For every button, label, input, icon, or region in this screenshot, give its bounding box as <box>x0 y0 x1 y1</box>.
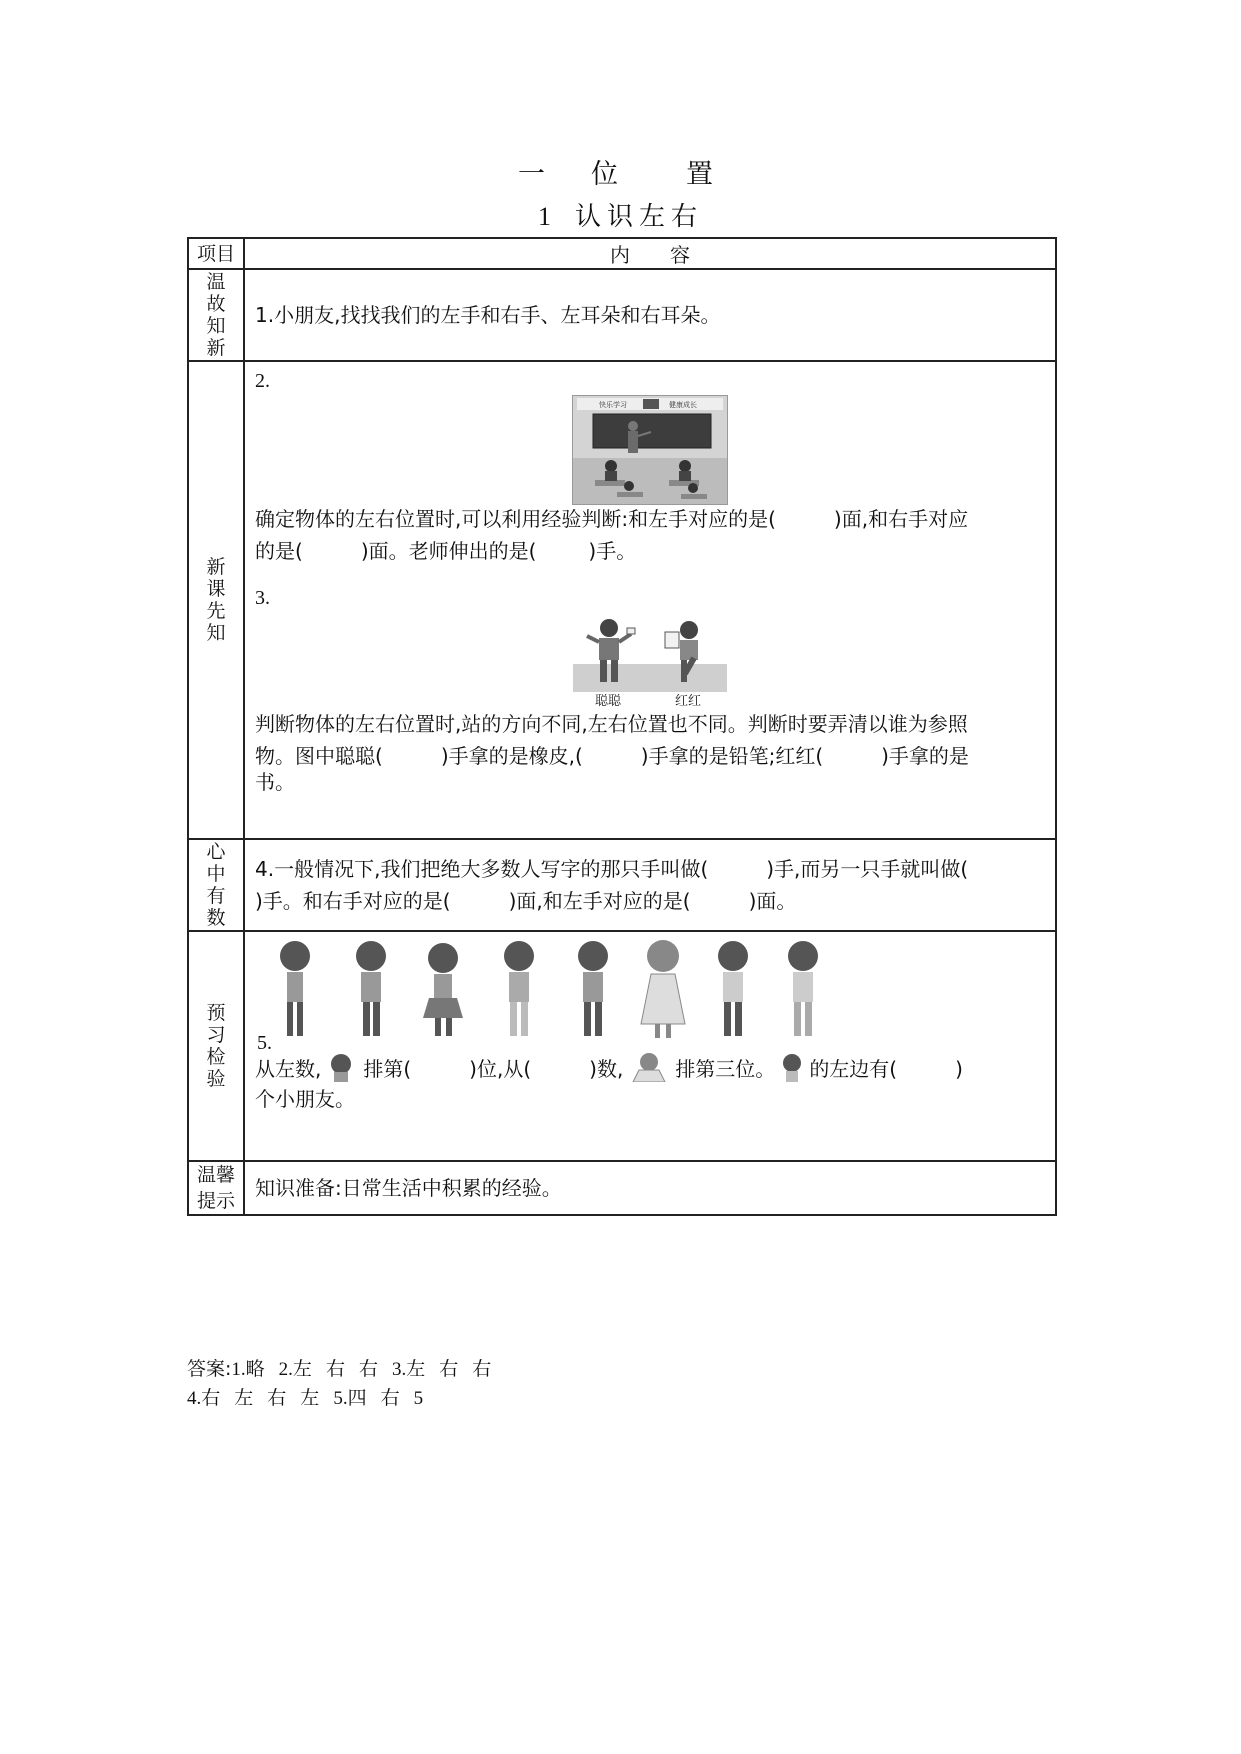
question-1: 1.小朋友,找找我们的左手和右手、左耳朵和右耳朵。 <box>255 303 721 327</box>
question-2-text: 确定物体的左右位置时,可以利用经验判断:和左手对应的是( )面,和右手对应 的是( )面。老师伸出的是( )手。 <box>255 507 969 563</box>
kid-4 <box>504 941 534 1036</box>
row-content-mind <box>244 839 1056 931</box>
row-label-check: 预习检验 <box>188 931 244 1161</box>
lesson-title <box>0 196 1241 233</box>
row-content-review <box>244 269 1056 361</box>
kid-name-honghong: 红红 <box>675 694 702 708</box>
question-2-number: 2. <box>255 370 270 392</box>
kid-6 <box>641 940 685 1038</box>
row-label-tip: 温馨提示 <box>188 1161 244 1215</box>
chapter-title <box>0 152 1241 191</box>
question-3-number: 3. <box>255 587 270 609</box>
answer-key: 答案:1.略 2.左 右 右 3.左 右 右 4.右 左 右 左 5.四 右 5 <box>187 1358 492 1409</box>
kid-5 <box>578 941 608 1036</box>
table-row-mind <box>188 839 1056 931</box>
row-content-check <box>244 931 1056 1161</box>
table-row-tip <box>188 1161 1056 1215</box>
kids-lineup <box>245 932 1055 1052</box>
row-content-tip <box>244 1161 1056 1215</box>
kid-7 <box>718 941 748 1036</box>
row-label-preview: 新课先知 <box>188 361 244 839</box>
kids-lineup-illustration <box>263 934 823 1052</box>
lesson-table <box>187 237 1057 1216</box>
lesson-name: 认识左右 <box>574 202 703 232</box>
girl-small-icon <box>623 1052 675 1082</box>
classroom-illustration <box>572 395 728 505</box>
table-row-review <box>188 269 1056 361</box>
lesson-number: 1 <box>537 202 557 231</box>
chapter-char: 一 <box>518 159 555 190</box>
question-4: 4.一般情况下,我们把绝大多数人写字的那只手叫做( )手,而另一只手就叫做( )手。和右手对应的是( )面,和左手对应的是( )面。 <box>255 857 969 913</box>
kid-8 <box>788 941 818 1036</box>
tip-text: 知识准备:日常生活中积累的经验。 <box>255 1176 562 1200</box>
table-row-preview <box>188 361 1056 839</box>
table-row-check <box>188 931 1056 1161</box>
question-3-text: 判断物体的左右位置时,站的方向不同,左右位置也不同。判断时要弄清以谁为参照 物。图中聪聪( )手拿的是橡皮,( )手拿的是铅笔;红红( )手拿的是 书。 <box>255 712 969 794</box>
question-5-text: 从左数, 排第( )位,从( )数, 排第三位。 的左边有( ) 个小朋友。 <box>245 1052 1055 1114</box>
kid-2 <box>356 941 386 1036</box>
header-item: 项目 <box>188 238 244 269</box>
table-header-row <box>188 238 1056 269</box>
kid-3 <box>423 943 463 1036</box>
girl-braids-small-icon <box>775 1052 809 1082</box>
row-label-review: 温故知新 <box>188 269 244 361</box>
row-content-preview <box>244 361 1056 839</box>
banner-right-text: 健康成长 <box>669 401 697 409</box>
question-5-number: 5. <box>257 1032 272 1054</box>
kid-small-icon <box>321 1052 363 1082</box>
kid-1 <box>280 941 310 1036</box>
answer-label: 答案: <box>187 1358 232 1380</box>
chapter-char: 置 <box>686 159 723 190</box>
header-content: 内 容 <box>244 238 1056 269</box>
chapter-char: 位 <box>591 159 628 190</box>
kids-congcong-honghong-illustration <box>573 614 727 708</box>
banner-left-text: 快乐学习 <box>599 401 627 409</box>
kid-name-congcong: 聪聪 <box>595 694 622 708</box>
row-label-mind: 心中有数 <box>188 839 244 931</box>
